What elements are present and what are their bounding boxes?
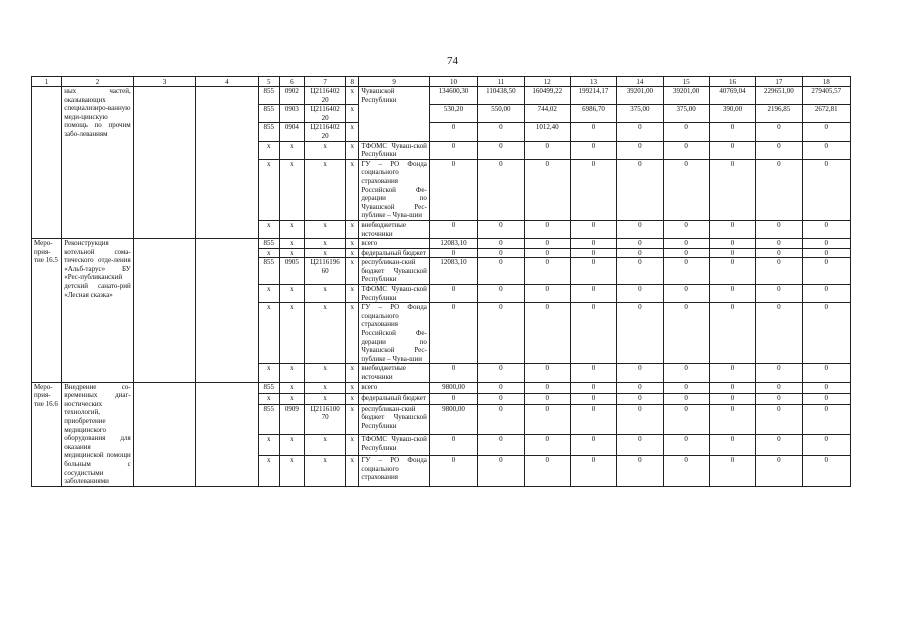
value-cell: 39201,00: [617, 87, 663, 105]
value-cell: 0: [802, 382, 851, 393]
funding-source-cell: ТФОМС Чуваш-ской Республики: [359, 141, 430, 159]
header-cell: 7: [304, 77, 345, 87]
value-cell: 0: [524, 382, 570, 393]
header-cell: 13: [570, 77, 616, 87]
target-article-cell: х: [304, 141, 345, 159]
value-cell: 0: [617, 435, 663, 456]
value-cell: 0: [756, 285, 802, 303]
target-article-cell: Ц2116402 20: [304, 87, 345, 105]
section-cell: х: [279, 435, 304, 456]
value-cell: 0: [756, 303, 802, 364]
target-article-cell: х: [304, 364, 345, 382]
value-cell: 0: [429, 303, 477, 364]
value-cell: 229651,00: [756, 87, 802, 105]
value-cell: 0: [802, 239, 851, 249]
value-cell: 0: [524, 258, 570, 285]
event-number-cell: Меро-прия-тие 16.6: [32, 382, 62, 486]
section-cell: х: [279, 248, 304, 258]
value-cell: 0: [756, 258, 802, 285]
event-name-cell: Внедрение со-временных диаг-ностических технологий, приобретение медицинского оборудования для оказания медицинской помощи больным с сосудистыми заболеваниями: [62, 382, 134, 486]
value-cell: 0: [756, 435, 802, 456]
value-cell: 0: [802, 220, 851, 238]
code-cell: 855: [258, 105, 279, 123]
value-cell: 0: [709, 248, 755, 258]
section-cell: х: [279, 364, 304, 382]
value-cell: 0: [756, 456, 802, 487]
value-cell: 0: [429, 456, 477, 487]
funding-source-cell: федеральный бюджет: [359, 248, 430, 258]
funding-source-cell: республикан-ский бюджет Чувашской Республики: [359, 404, 430, 435]
value-cell: 0: [570, 364, 616, 382]
value-cell: 0: [570, 239, 616, 249]
target-article-cell: х: [304, 303, 345, 364]
code-cell: х: [258, 141, 279, 159]
value-cell: 0: [570, 141, 616, 159]
section-cell: 0909: [279, 404, 304, 435]
event-name-cell: Реконструкция котельной сома-тического отде-ления «Альб-тарус» БУ «Рес-публиканский детский санато-рий «Лесная сказка»: [62, 239, 134, 383]
header-cell: 14: [617, 77, 663, 87]
value-cell: 0: [663, 285, 709, 303]
value-cell: 0: [709, 382, 755, 393]
header-cell: 4: [196, 77, 258, 87]
header-cell: 3: [133, 77, 195, 87]
value-cell: 0: [756, 159, 802, 220]
funding-source-cell: ГУ – РО Фонда социального страхования Российской Фе-дерации по Чувашской Рес-публике – Чува-шии: [359, 303, 430, 364]
value-cell: 0: [617, 285, 663, 303]
value-cell: 0: [617, 141, 663, 159]
funding-source-cell: ГУ – РО Фонда социального страхования: [359, 456, 430, 487]
value-cell: 0: [709, 303, 755, 364]
funding-source-cell: всего: [359, 239, 430, 249]
target-article-cell: х: [304, 393, 345, 404]
code-cell: х: [258, 220, 279, 238]
value-cell: 0: [429, 285, 477, 303]
header-cell: 17: [756, 77, 802, 87]
value-cell: 0: [478, 220, 524, 238]
value-cell: 0: [617, 364, 663, 382]
table-row: [32, 87, 851, 105]
value-cell: 0: [570, 393, 616, 404]
target-article-cell: х: [304, 456, 345, 487]
funding-source-cell: всего: [359, 382, 430, 393]
value-cell: 0: [663, 248, 709, 258]
value-cell: 0: [663, 159, 709, 220]
value-cell: 0: [802, 248, 851, 258]
value-cell: 530,20: [429, 105, 477, 123]
section-cell: х: [279, 382, 304, 393]
header-cell: 16: [709, 77, 755, 87]
code-cell: х: [258, 285, 279, 303]
expense-type-cell: х: [346, 87, 359, 105]
funding-source-cell: ТФОМС Чуваш-ской Республики: [359, 435, 430, 456]
value-cell: 0: [429, 435, 477, 456]
value-cell: 0: [663, 364, 709, 382]
col3-cell: [133, 239, 195, 383]
code-cell: х: [258, 248, 279, 258]
value-cell: 0: [429, 141, 477, 159]
header-cell: 15: [663, 77, 709, 87]
header-row: [32, 77, 851, 87]
value-cell: 0: [524, 393, 570, 404]
expense-type-cell: х: [346, 239, 359, 249]
expense-type-cell: х: [346, 393, 359, 404]
value-cell: 0: [524, 141, 570, 159]
value-cell: 0: [478, 123, 524, 141]
value-cell: 0: [802, 303, 851, 364]
code-cell: х: [258, 303, 279, 364]
header-cell: 1: [32, 77, 62, 87]
target-article-cell: х: [304, 382, 345, 393]
header-cell: 11: [478, 77, 524, 87]
value-cell: 0: [570, 303, 616, 364]
value-cell: 199214,17: [570, 87, 616, 105]
value-cell: 0: [663, 404, 709, 435]
value-cell: 0: [570, 404, 616, 435]
value-cell: 0: [570, 123, 616, 141]
value-cell: 0: [617, 382, 663, 393]
target-article-cell: Ц2116196 60: [304, 258, 345, 285]
value-cell: 0: [802, 393, 851, 404]
section-cell: х: [279, 159, 304, 220]
budget-table: [31, 76, 851, 487]
value-cell: 0: [429, 393, 477, 404]
value-cell: 0: [709, 159, 755, 220]
funding-source-cell: ТФОМС Чуваш-ской Республики: [359, 285, 430, 303]
value-cell: 0: [570, 220, 616, 238]
value-cell: 40769,04: [709, 87, 755, 105]
code-cell: 855: [258, 239, 279, 249]
value-cell: 0: [709, 285, 755, 303]
value-cell: 0: [802, 285, 851, 303]
value-cell: 0: [524, 239, 570, 249]
funding-source-cell: республикан-ский бюджет Чувашской Республики: [359, 258, 430, 285]
expense-type-cell: х: [346, 220, 359, 238]
target-article-cell: х: [304, 435, 345, 456]
value-cell: 0: [756, 382, 802, 393]
value-cell: 0: [570, 258, 616, 285]
value-cell: 0: [617, 393, 663, 404]
funding-source-cell: Чувашской Республики: [359, 87, 430, 105]
code-cell: 855: [258, 123, 279, 141]
target-article-cell: х: [304, 248, 345, 258]
col4-cell: [196, 239, 258, 383]
value-cell: 0: [802, 141, 851, 159]
code-cell: х: [258, 393, 279, 404]
target-article-cell: х: [304, 239, 345, 249]
value-cell: 0: [478, 239, 524, 249]
value-cell: 0: [478, 393, 524, 404]
value-cell: 0: [709, 220, 755, 238]
value-cell: 0: [478, 364, 524, 382]
value-cell: 279405,57: [802, 87, 851, 105]
value-cell: 0: [570, 456, 616, 487]
value-cell: 0: [663, 239, 709, 249]
value-cell: 0: [570, 248, 616, 258]
value-cell: 0: [802, 404, 851, 435]
value-cell: 0: [709, 239, 755, 249]
target-article-cell: Ц2116402 20: [304, 123, 345, 141]
expense-type-cell: х: [346, 404, 359, 435]
value-cell: 0: [478, 435, 524, 456]
value-cell: 0: [524, 159, 570, 220]
expense-type-cell: х: [346, 258, 359, 285]
expense-type-cell: х: [346, 456, 359, 487]
header-cell: 2: [62, 77, 134, 87]
value-cell: 0: [663, 303, 709, 364]
value-cell: 0: [524, 404, 570, 435]
value-cell: 0: [802, 364, 851, 382]
value-cell: 12083,10: [429, 239, 477, 249]
col3-cell: [133, 87, 195, 239]
value-cell: 0: [429, 159, 477, 220]
value-cell: 0: [709, 456, 755, 487]
code-cell: х: [258, 364, 279, 382]
header-cell: 10: [429, 77, 477, 87]
value-cell: 0: [617, 220, 663, 238]
section-cell: х: [279, 285, 304, 303]
section-cell: 0905: [279, 258, 304, 285]
expense-type-cell: х: [346, 382, 359, 393]
value-cell: 0: [524, 303, 570, 364]
value-cell: 0: [478, 159, 524, 220]
value-cell: 0: [663, 141, 709, 159]
col4-cell: [196, 87, 258, 239]
value-cell: 0: [478, 456, 524, 487]
header-cell: 9: [359, 77, 430, 87]
section-cell: х: [279, 220, 304, 238]
funding-source-cell: [359, 123, 430, 141]
funding-source-cell: внебюджетные источники: [359, 364, 430, 382]
value-cell: 0: [524, 435, 570, 456]
code-cell: х: [258, 435, 279, 456]
section-cell: х: [279, 393, 304, 404]
value-cell: 0: [617, 248, 663, 258]
value-cell: 0: [802, 258, 851, 285]
page-number: 74: [447, 55, 458, 67]
value-cell: 0: [802, 435, 851, 456]
target-article-cell: х: [304, 159, 345, 220]
header-cell: 6: [279, 77, 304, 87]
value-cell: 0: [524, 364, 570, 382]
value-cell: 110438,50: [478, 87, 524, 105]
value-cell: 0: [709, 141, 755, 159]
value-cell: 0: [478, 382, 524, 393]
value-cell: 0: [663, 258, 709, 285]
section-cell: 0902: [279, 87, 304, 105]
value-cell: 0: [756, 364, 802, 382]
value-cell: 0: [478, 248, 524, 258]
value-cell: 0: [617, 159, 663, 220]
value-cell: 744,02: [524, 105, 570, 123]
header-cell: 5: [258, 77, 279, 87]
header-cell: 18: [802, 77, 851, 87]
value-cell: 0: [617, 303, 663, 364]
value-cell: 390,00: [709, 105, 755, 123]
expense-type-cell: х: [346, 285, 359, 303]
value-cell: 0: [756, 239, 802, 249]
funding-source-cell: ГУ – РО Фонда социального страхования Российской Фе-дерации по Чувашской Рес-публике – Чува-шии: [359, 159, 430, 220]
table-row: [32, 382, 851, 393]
header-cell: 12: [524, 77, 570, 87]
value-cell: 0: [524, 285, 570, 303]
funding-source-cell: федеральный бюджет: [359, 393, 430, 404]
value-cell: 2672,81: [802, 105, 851, 123]
value-cell: 9800,00: [429, 404, 477, 435]
expense-type-cell: х: [346, 105, 359, 123]
value-cell: 0: [429, 248, 477, 258]
section-cell: 0904: [279, 123, 304, 141]
section-cell: х: [279, 456, 304, 487]
value-cell: 0: [617, 404, 663, 435]
code-cell: х: [258, 456, 279, 487]
value-cell: 0: [570, 382, 616, 393]
col3-cell: [133, 382, 195, 486]
code-cell: х: [258, 159, 279, 220]
expense-type-cell: х: [346, 123, 359, 141]
table-row: [32, 239, 851, 249]
value-cell: 375,00: [663, 105, 709, 123]
value-cell: 0: [429, 364, 477, 382]
value-cell: 0: [524, 456, 570, 487]
value-cell: 550,00: [478, 105, 524, 123]
value-cell: 0: [756, 393, 802, 404]
value-cell: 0: [429, 220, 477, 238]
value-cell: 0: [756, 248, 802, 258]
code-cell: 855: [258, 258, 279, 285]
expense-type-cell: х: [346, 435, 359, 456]
value-cell: 0: [756, 220, 802, 238]
value-cell: 1012,40: [524, 123, 570, 141]
section-cell: х: [279, 141, 304, 159]
value-cell: 0: [663, 456, 709, 487]
value-cell: 375,00: [617, 105, 663, 123]
event-number-cell: Меро-прия-тие 16.5: [32, 239, 62, 383]
value-cell: 0: [478, 258, 524, 285]
section-cell: х: [279, 239, 304, 249]
value-cell: 0: [709, 258, 755, 285]
expense-type-cell: х: [346, 159, 359, 220]
target-article-cell: Ц2116100 70: [304, 404, 345, 435]
code-cell: 855: [258, 404, 279, 435]
value-cell: 0: [756, 141, 802, 159]
value-cell: 0: [524, 248, 570, 258]
section-cell: х: [279, 303, 304, 364]
event-number-cell: [32, 87, 62, 239]
code-cell: 855: [258, 382, 279, 393]
value-cell: 160499,22: [524, 87, 570, 105]
value-cell: 12083,10: [429, 258, 477, 285]
value-cell: 0: [663, 393, 709, 404]
target-article-cell: х: [304, 285, 345, 303]
value-cell: 0: [663, 382, 709, 393]
value-cell: 0: [802, 123, 851, 141]
expense-type-cell: х: [346, 303, 359, 364]
value-cell: 0: [709, 123, 755, 141]
value-cell: 0: [570, 285, 616, 303]
expense-type-cell: х: [346, 364, 359, 382]
value-cell: 0: [617, 123, 663, 141]
funding-source-cell: [359, 105, 430, 123]
value-cell: 39201,00: [663, 87, 709, 105]
value-cell: 0: [802, 159, 851, 220]
value-cell: 0: [617, 456, 663, 487]
value-cell: 0: [756, 404, 802, 435]
value-cell: 0: [802, 456, 851, 487]
value-cell: 0: [709, 364, 755, 382]
value-cell: 0: [663, 435, 709, 456]
value-cell: 0: [570, 159, 616, 220]
col4-cell: [196, 382, 258, 486]
value-cell: 0: [709, 393, 755, 404]
value-cell: 0: [617, 258, 663, 285]
value-cell: 0: [478, 404, 524, 435]
expense-type-cell: х: [346, 141, 359, 159]
value-cell: 0: [478, 285, 524, 303]
value-cell: 9800,00: [429, 382, 477, 393]
value-cell: 6986,70: [570, 105, 616, 123]
expense-type-cell: х: [346, 248, 359, 258]
code-cell: 855: [258, 87, 279, 105]
value-cell: 0: [756, 123, 802, 141]
value-cell: 0: [617, 239, 663, 249]
event-name-cell: ных частей, оказывающих специализиро-ванную меди-цинскую помощь по прочим забо-леваниям: [62, 87, 134, 239]
target-article-cell: Ц2116402 20: [304, 105, 345, 123]
value-cell: 0: [524, 220, 570, 238]
target-article-cell: х: [304, 220, 345, 238]
value-cell: 0: [663, 123, 709, 141]
header-cell: 8: [346, 77, 359, 87]
value-cell: 0: [478, 141, 524, 159]
value-cell: 0: [429, 123, 477, 141]
value-cell: 134600,30: [429, 87, 477, 105]
section-cell: 0903: [279, 105, 304, 123]
funding-source-cell: внебюджетные источники: [359, 220, 430, 238]
value-cell: 0: [663, 220, 709, 238]
value-cell: 0: [570, 435, 616, 456]
value-cell: 0: [709, 435, 755, 456]
value-cell: 2196,85: [756, 105, 802, 123]
value-cell: 0: [478, 303, 524, 364]
value-cell: 0: [709, 404, 755, 435]
